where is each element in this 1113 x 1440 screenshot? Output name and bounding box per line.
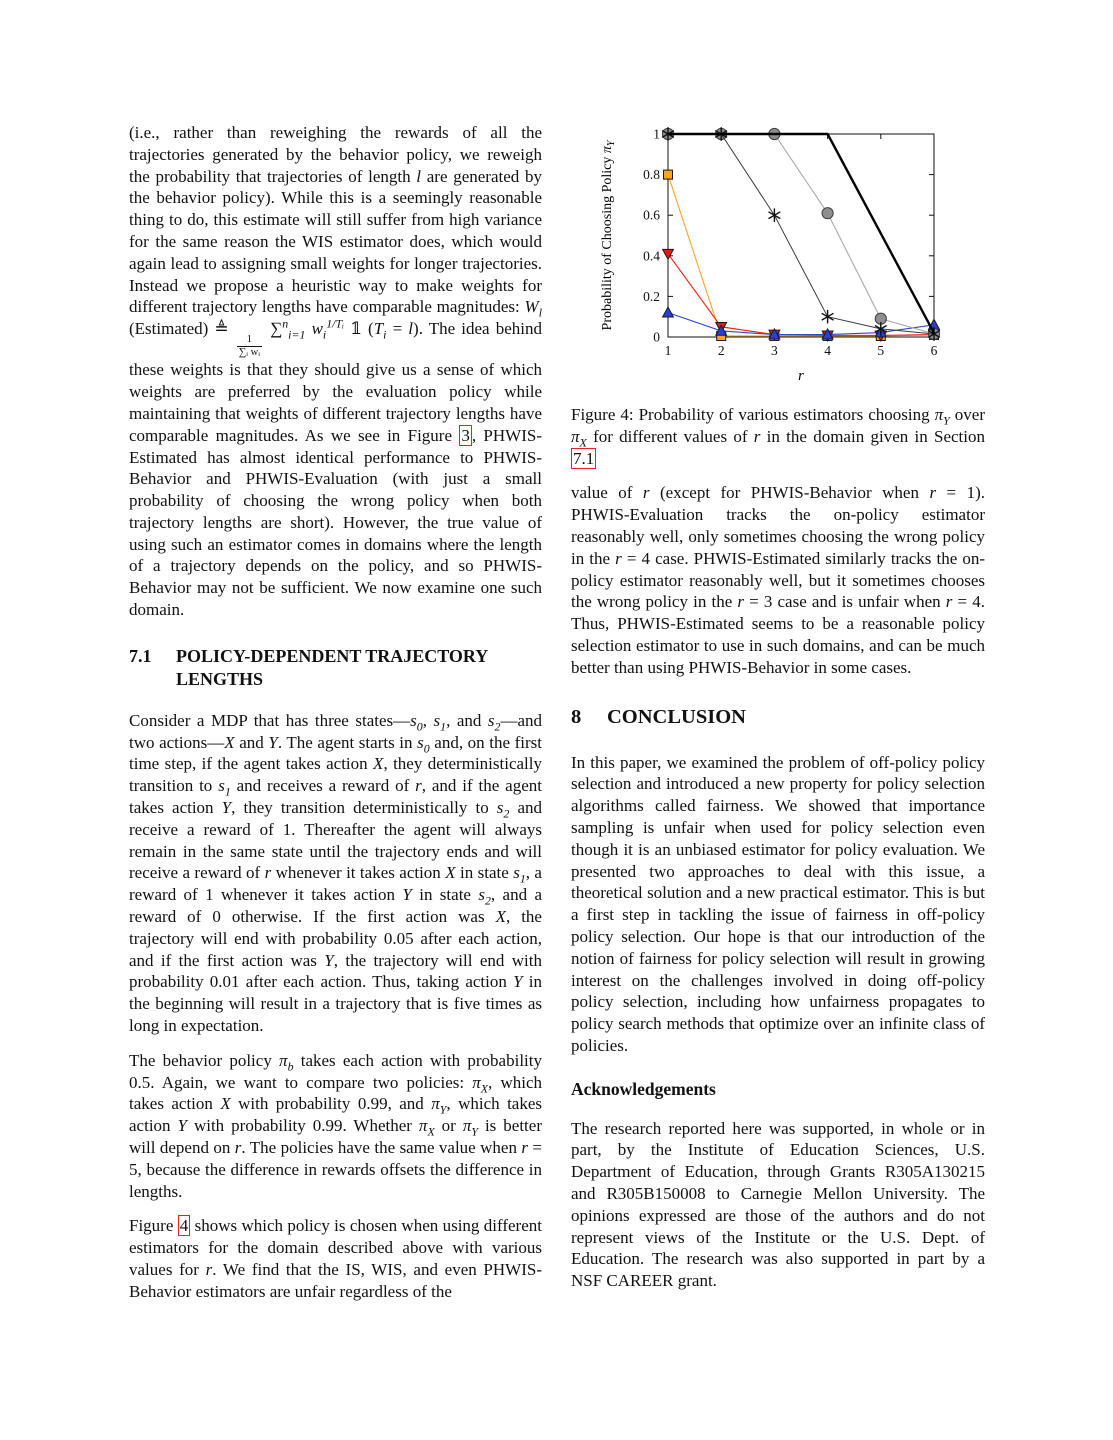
x-tick-label: 2 xyxy=(717,343,725,358)
chart-frame xyxy=(668,134,934,337)
section-number: 8 xyxy=(571,705,582,728)
text-segment: 1/Tᵢ xyxy=(326,316,344,331)
text-segment: π xyxy=(472,1072,481,1092)
x-tick-label: 6 xyxy=(930,343,938,358)
text-segment: Y xyxy=(324,950,334,970)
text-segment: ∑ xyxy=(263,319,283,339)
text-segment: and, on the first time step, if the agent takes action xyxy=(129,732,543,774)
text-segment: l xyxy=(408,319,414,339)
text-segment: X xyxy=(220,1094,231,1114)
text-segment: , the trajectory will end with probability 0.05 after each action, and if the first action was xyxy=(129,907,542,970)
text-segment: are generated by the behavior policy). While this is a seemingly reasonable thing to do, this estimate will still suffer from high variance for the same reason the WIS estimator does, which would again lead to assigning small weights for longer trajectories. Instead we propose a heuristic way to make weights for different trajectory lengths have comparable magnitudes: xyxy=(129,166,542,317)
text-segment: Y xyxy=(177,1116,187,1136)
text-segment: . The agent starts in xyxy=(277,732,418,752)
text-segment: s xyxy=(433,710,441,730)
text-segment: (Estimated) ≜ xyxy=(129,319,235,339)
paragraph xyxy=(129,1215,542,1302)
acknowledgements-heading: Acknowledgements xyxy=(571,1078,716,1099)
text-segment: Y xyxy=(268,732,278,752)
text-segment: , PHWIS-Estimated has almost identical performance to PHWIS-Behavior and PHWIS-Evaluation (with just a small probability of choosing the wrong policy when both trajectory lengths are short). However, the true value of using such an estimator comes in domains where the length of a trajectory depends on the policy, and so PHWIS-Behavior may not be sufficient. We now examine one such domain. xyxy=(129,425,542,620)
text-segment: r xyxy=(234,1138,242,1158)
text-segment: . The policies have the same value when xyxy=(241,1138,522,1158)
text-segment: 0 xyxy=(423,741,430,756)
y-tick-label: 0.6 xyxy=(643,207,660,223)
text-segment: X xyxy=(224,732,235,752)
text-segment: π xyxy=(418,1116,428,1136)
text-segment: π xyxy=(431,1094,440,1114)
y-tick-label: 1 xyxy=(653,126,660,142)
text-segment: s xyxy=(410,710,417,730)
text-segment: s xyxy=(487,710,495,730)
text-segment: s xyxy=(496,798,504,818)
text-segment: (i.e., rather than reweighing the rewards of all the trajectories generated by the behavior policy, we reweigh the probability that trajectories of length xyxy=(129,123,542,186)
text-segment: = 5, because the difference in rewards offsets the difference in lengths. xyxy=(129,1138,542,1201)
section-heading-7-1 xyxy=(129,645,542,691)
text-segment: whenever it takes action xyxy=(271,863,446,883)
chart-series-black-asterisk-line xyxy=(662,127,940,341)
text-segment: , and if the agent takes action xyxy=(129,776,542,818)
text-segment: s xyxy=(478,885,485,905)
text-segment: r xyxy=(737,592,745,612)
text-segment: π xyxy=(279,1050,288,1070)
text-segment: s xyxy=(513,863,520,883)
text-segment: l xyxy=(538,305,542,320)
text-segment: i xyxy=(322,327,327,342)
text-segment: X xyxy=(427,1124,435,1139)
text-segment: W xyxy=(524,297,539,317)
text-segment: in the beginning will result in a trajectory that is five times as long in expectation. xyxy=(129,972,542,1036)
y-tick-label: 0.4 xyxy=(643,248,660,264)
text-segment: s xyxy=(417,732,424,752)
text-segment: value of xyxy=(571,483,643,503)
text-segment: shows which policy is chosen when using different estimators for the domain described above with various values for xyxy=(129,1216,542,1279)
text-segment: , which takes action xyxy=(129,1072,542,1114)
text-segment: X xyxy=(373,754,384,774)
x-tick-label: 1 xyxy=(664,343,672,358)
y-axis-label: Probability of Choosing Policy $\pi_Y$ xyxy=(600,140,617,331)
section-number: 7.1 xyxy=(129,645,152,666)
text-segment: X xyxy=(579,435,587,450)
text-segment: Consider a MDP that has three states— xyxy=(129,710,411,730)
text-segment: The behavior policy xyxy=(129,1050,280,1070)
paragraph xyxy=(129,710,542,1037)
text-segment: 1 xyxy=(519,871,526,886)
text-segment: X xyxy=(445,863,456,883)
x-tick-label: 5 xyxy=(877,343,885,358)
figure-4-chart xyxy=(571,118,971,402)
text-segment: 2 xyxy=(503,806,510,821)
text-segment: Y xyxy=(439,1102,447,1117)
figure-4 xyxy=(571,118,985,402)
text-segment: , they transition deterministically to xyxy=(231,798,497,818)
text-segment: r xyxy=(615,548,622,568)
text-segment: Y xyxy=(402,885,412,905)
text-segment: Y xyxy=(471,1124,478,1139)
text-segment: r xyxy=(753,426,761,446)
chart-axis-ticks xyxy=(643,127,938,359)
text-segment: 0 xyxy=(416,719,423,734)
text-segment: and receives a reward of xyxy=(230,776,416,796)
text-segment: is better will depend on xyxy=(129,1116,542,1158)
text-segment: 1 xyxy=(440,719,447,734)
text-segment: (except for PHWIS-Behavior when xyxy=(649,483,930,503)
text-segment: , and xyxy=(446,710,488,730)
text-segment: = 4. Thus, PHWIS-Estimated seems to be a reasonable policy selection estimator to use in such domains, and can be much better than using PHWIS-Behavior in some cases. xyxy=(571,592,986,677)
paragraph xyxy=(571,482,985,678)
text-segment: = 4 case. PHWIS-Estimated similarly tracks the on-policy estimator reasonably well, but it sometimes chooses the wrong policy in the xyxy=(571,548,985,612)
right-column xyxy=(571,118,985,1305)
text-segment: —and two actions— xyxy=(129,710,543,752)
text-segment: = xyxy=(386,319,409,339)
text-segment: w xyxy=(311,319,323,339)
inline-fraction: $\frac{1}{\text{∑ᵢ wᵢ}}$ xyxy=(238,334,260,359)
text-segment: over xyxy=(949,405,985,424)
text-segment: X xyxy=(495,907,506,927)
text-segment: Y xyxy=(943,413,950,428)
paragraph: In this paper, we examined the problem of off-policy policy selection and introduced a new property for policy selection algorithms called fairness. We showed that importance sampling is unfair when used for policy selection even though it is an unbiased estimator for policy evaluation. We presented two approaches to deal with this issue, a theoretical solution and a new practical estimator. This is but a first step in tackling the issue of fairness in off-policy policy selection. Our hope is that our introduction of the notion of fairness for policy selection will result in growing interest on the challenges involved in doing off-policy policy selection, including how unfairness propagates to policy search methods that optimize over an infinite class of policies. xyxy=(571,752,985,1055)
text-segment: , xyxy=(422,710,434,730)
text-segment: , they deterministically transition to xyxy=(129,754,542,796)
chart-series-gray-circle-line xyxy=(662,128,939,339)
text-segment: Y xyxy=(221,798,232,818)
text-segment: l xyxy=(416,166,422,186)
y-tick-label: 0.2 xyxy=(643,288,660,304)
text-segment: in state xyxy=(411,885,479,905)
text-segment: T xyxy=(373,319,384,339)
text-segment: in state xyxy=(455,863,514,883)
chart-series-blue-triangle-up-line xyxy=(663,307,940,339)
text-segment: Figure xyxy=(129,1216,178,1236)
text-segment: and receive a reward of 1. Thereafter the agent will always remain in the same state until the trajectory ends and will receive a reward of xyxy=(129,798,543,883)
text-segment: = 3 case and is unfair when xyxy=(744,592,946,612)
left-column xyxy=(129,122,542,1316)
y-tick-label: 0.8 xyxy=(643,167,660,183)
text-segment: s xyxy=(218,776,225,796)
x-tick-label: 3 xyxy=(771,343,778,358)
section-title: POLICY-DEPENDENT TRAJECTORY LENGTHS xyxy=(176,645,488,689)
text-segment: and xyxy=(234,732,269,752)
text-segment: Figure 4: Probability of various estimators choosing xyxy=(571,405,935,424)
text-segment: 𝟙 ( xyxy=(343,319,374,339)
text-segment: or xyxy=(434,1116,463,1136)
text-segment: for different values of xyxy=(586,426,754,446)
paragraph xyxy=(129,122,542,621)
text-segment: π xyxy=(462,1116,472,1136)
text-segment: with probability 0.99. Whether xyxy=(186,1116,419,1136)
text-segment: i=1 xyxy=(288,327,306,342)
text-segment: , the trajectory will end with probability 0.01 after each action. Thus, taking action xyxy=(129,950,542,992)
text-segment: , which takes action xyxy=(129,1094,542,1136)
ref-link[interactable]: 4 xyxy=(179,1216,189,1236)
text-segment: = 1). PHWIS-Evaluation tracks the on-policy estimator reasonably well, only sometimes choosing the wrong policy in the xyxy=(571,483,985,568)
text-segment: b xyxy=(287,1059,294,1074)
text-segment: X xyxy=(480,1081,489,1096)
text-segment: n xyxy=(282,316,289,331)
text-segment: takes each action with probability 0.5. Again, we want to compare two policies: xyxy=(129,1050,542,1092)
text-segment: r xyxy=(945,592,953,612)
paragraph xyxy=(129,1050,542,1203)
text-segment: , a reward of 1 whenever it takes action xyxy=(129,863,542,905)
x-axis-label: r xyxy=(798,368,804,384)
section-title: CONCLUSION xyxy=(607,705,746,728)
ref-link[interactable]: 7.1 xyxy=(573,448,595,468)
text-segment: Y xyxy=(513,972,523,992)
text-segment: r xyxy=(521,1138,528,1158)
text-segment: π xyxy=(934,405,944,424)
ref-link[interactable]: 3 xyxy=(461,425,470,445)
text-segment: ). The idea behind these weights is that they should give us a sense of which weights are preferred by the evaluation policy while maintaining that weights of different trajectory lengths have comparable magnitudes. As we see in Figure xyxy=(129,319,542,445)
text-segment: 1 xyxy=(224,784,231,799)
text-segment: π xyxy=(571,426,580,446)
text-segment: . We find that the IS, WIS, and even PHWIS-Behavior estimators are unfair regardless of the xyxy=(129,1260,542,1301)
text-segment: in the domain given in Section xyxy=(760,426,985,446)
chart-series-on-policy-thick-black-line xyxy=(668,134,934,333)
text-segment: r xyxy=(929,483,937,503)
text-segment: r xyxy=(415,776,422,796)
text-segment: with probability 0.99, and xyxy=(230,1094,432,1114)
text-segment: i xyxy=(383,327,387,342)
text-segment: r xyxy=(642,483,650,503)
x-tick-label: 4 xyxy=(824,343,831,358)
text-segment: 2 xyxy=(484,893,491,908)
chart-series-orange-square-line xyxy=(664,170,939,340)
section-heading-8 xyxy=(571,705,985,730)
paragraph: The research reported here was supported, in whole or in part, by the Institute of Education Sciences, U.S. Department of Education, through Grants R305A130215 and R305B150008 to Carnegie Mellon University. The opinions expressed are those of the authors and do not represent views of the Institute or the U.S. Dept. of Education. The research was also supported in part by a NSF CAREER grant. xyxy=(571,1118,985,1291)
text-segment: r xyxy=(264,863,272,883)
text-segment: 2 xyxy=(494,719,501,734)
figure-4-caption xyxy=(571,404,985,469)
y-tick-label: 0 xyxy=(653,329,660,345)
text-segment: , and a reward of 0 otherwise. If the first action was xyxy=(129,885,542,927)
text-segment: r xyxy=(205,1260,213,1279)
